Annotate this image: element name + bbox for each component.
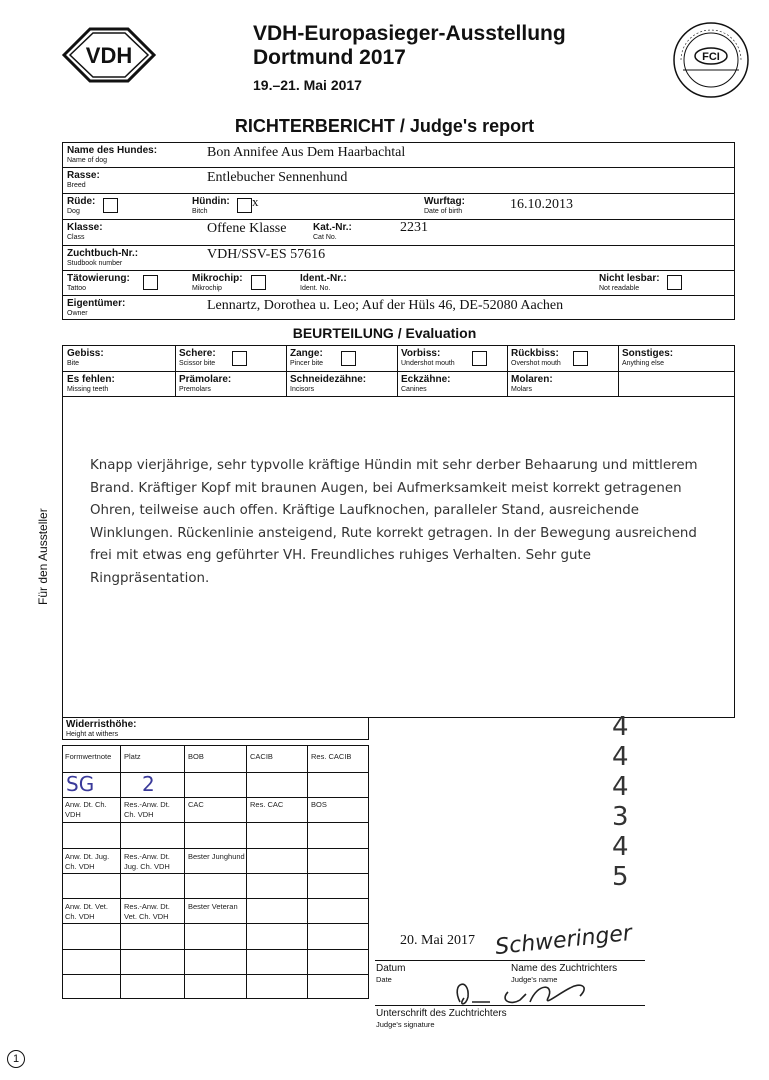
vdh-logo [60,24,158,86]
undershot-label: Vorbiss: Undershot mouth [401,348,455,367]
undershot-checkbox[interactable] [472,351,487,366]
molars-label: Molaren: Molars [511,374,553,393]
judge-name-label: Name des Zuchtrichters Judge's name [511,963,618,984]
header-formwertnote: Formwertnote [65,752,112,761]
male-label: Rüde: Dog [67,196,96,215]
overshot-checkbox[interactable] [573,351,588,366]
report-title: RICHTERBERICHT / Judge's report [234,116,535,136]
dog-name-label: Name des Hundes: Name of dog [67,145,158,164]
premolars-label: Prämolare: Premolars [179,374,232,393]
breed-label: Rasse: Breed [67,170,100,189]
score-digit: 5 [612,862,629,892]
judge-signature-label: Unterschrift des Zuchtrichters Judge's signature [376,1008,507,1029]
studbook-value: VDH/SSV-ES 57616 [207,247,326,262]
dog-name-value: Bon Annifee Aus Dem Haarbachtal [207,145,406,160]
page-number: 1 [7,1050,25,1068]
other-label: Sonstiges: Anything else [622,348,674,367]
evaluation-text: Knapp vierjährige, sehr typvolle kräftige Hündin mit sehr derber Behaarung und mittlerem Brand. Kräftiger Kopf mit braunen Augen, bei Aufmerksamkeit meist korrekt getragenen Ohren, teilweise auch offen. Kräftige Laufknochen, paralleler Stand, ausreichende Winklungen. Rückenlinie ansteigend, Rute korrekt getragen. In der Bewegung ausreichend frei mit etwas eng geführter VH. Freundliches ruhiges Verhalten. Sehr gute Ringpräsentation. [90,458,698,586]
show-dates: 19.–21. Mai 2017 [253,77,362,93]
handwritten-scores [612,712,642,892]
ident-label: Ident.-Nr.: Ident. No. [300,273,347,292]
header-res-cacib: Res. CACIB [311,752,352,761]
female-label: Hündin: Bitch [192,196,230,215]
cell-res-anw-dt-vet: Res.-Anw. Dt. Vet. Ch. VDH [124,902,170,921]
judge-name-handwritten: Schweringer [494,920,634,961]
side-label: Für den Aussteller [36,508,50,605]
score-digit: 4 [612,832,629,862]
overshot-label: Rückbiss: Overshot mouth [511,348,561,367]
cell-bester-junghund: Bester Junghund [188,852,245,861]
missing-label: Es fehlen: Missing teeth [67,374,115,393]
canines-label: Eckzähne: Canines [401,374,451,393]
incisors-label: Schneidezähne: Incisors [290,374,367,393]
pincer-checkbox[interactable] [341,351,356,366]
cell-anw-dt-vet: Anw. Dt. Vet. Ch. VDH [65,902,108,921]
header-platz: Platz [124,752,141,761]
cell-res-anw-dt-jug: Res.-Anw. Dt. Jug. Ch. VDH [124,852,170,871]
place-value: 2 [142,772,155,796]
score-digit: 4 [612,742,629,772]
class-value: Offene Klasse [207,221,287,236]
results-table [62,745,369,999]
dob-value: 16.10.2013 [510,197,573,212]
dog-info-box [62,142,735,320]
male-checkbox[interactable] [103,198,118,213]
date-label: Datum Date [376,963,406,984]
studbook-label: Zuchtbuch-Nr.: Studbook number [67,248,139,267]
catno-label: Kat.-Nr.: Cat No. [313,222,352,241]
svg-text:FCI: FCI [702,51,720,63]
sign-date-value: 20. Mai 2017 [400,933,476,948]
evaluation-title: BEURTEILUNG / Evaluation [292,325,477,341]
grade-value: SG [66,772,95,796]
cell-cac: CAC [188,800,204,809]
pincer-label: Zange: Pincer bite [290,348,324,367]
cell-bester-veteran: Bester Veteran [188,902,238,911]
svg-text:VDH: VDH [85,43,133,68]
unreadable-checkbox[interactable] [667,275,682,290]
scissor-checkbox[interactable] [232,351,247,366]
cell-bos: BOS [311,800,327,809]
class-label: Klasse: Class [67,222,103,241]
score-digit: 4 [612,712,629,742]
breed-value: Entlebucher Sennenhund [207,170,348,185]
header-cacib: CACIB [250,752,273,761]
cell-res-cac: Res. CAC [250,800,284,809]
microchip-checkbox[interactable] [251,275,266,290]
owner-value: Lennartz, Dorothea u. Leo; Auf der Hüls 46, DE-52080 Aachen [207,298,564,313]
fci-logo [671,20,751,100]
cell-anw-dt-jug: Anw. Dt. Jug. Ch. VDH [65,852,110,871]
cell-res-anw-dt-ch: Res.-Anw. Dt. Ch. VDH [124,800,170,819]
catno-value: 2231 [400,220,428,235]
microchip-label: Mikrochip: Mikrochip [192,273,243,292]
bite-label: Gebiss: Bite [67,348,104,367]
owner-label: Eigentümer: Owner [67,298,126,317]
height-label: Widerristhöhe: Height at withers [66,719,137,738]
cell-anw-dt-ch: Anw. Dt. Ch. VDH [65,800,107,819]
header-bob: BOB [188,752,204,761]
show-title: VDH-Europasieger-Ausstellung Dortmund 2017 [253,22,566,69]
score-digit: 3 [612,802,629,832]
unreadable-label: Nicht lesbar: Not readable [599,273,660,292]
scissor-label: Schere: Scissor bite [179,348,216,367]
judge-signature [430,972,610,1012]
tattoo-checkbox[interactable] [143,275,158,290]
dob-label: Wurftag: Date of birth [424,196,465,215]
female-checkbox[interactable] [237,198,252,213]
score-digit: 4 [612,772,629,802]
female-mark: x [252,194,259,209]
tattoo-label: Tätowierung: Tattoo [67,273,130,292]
